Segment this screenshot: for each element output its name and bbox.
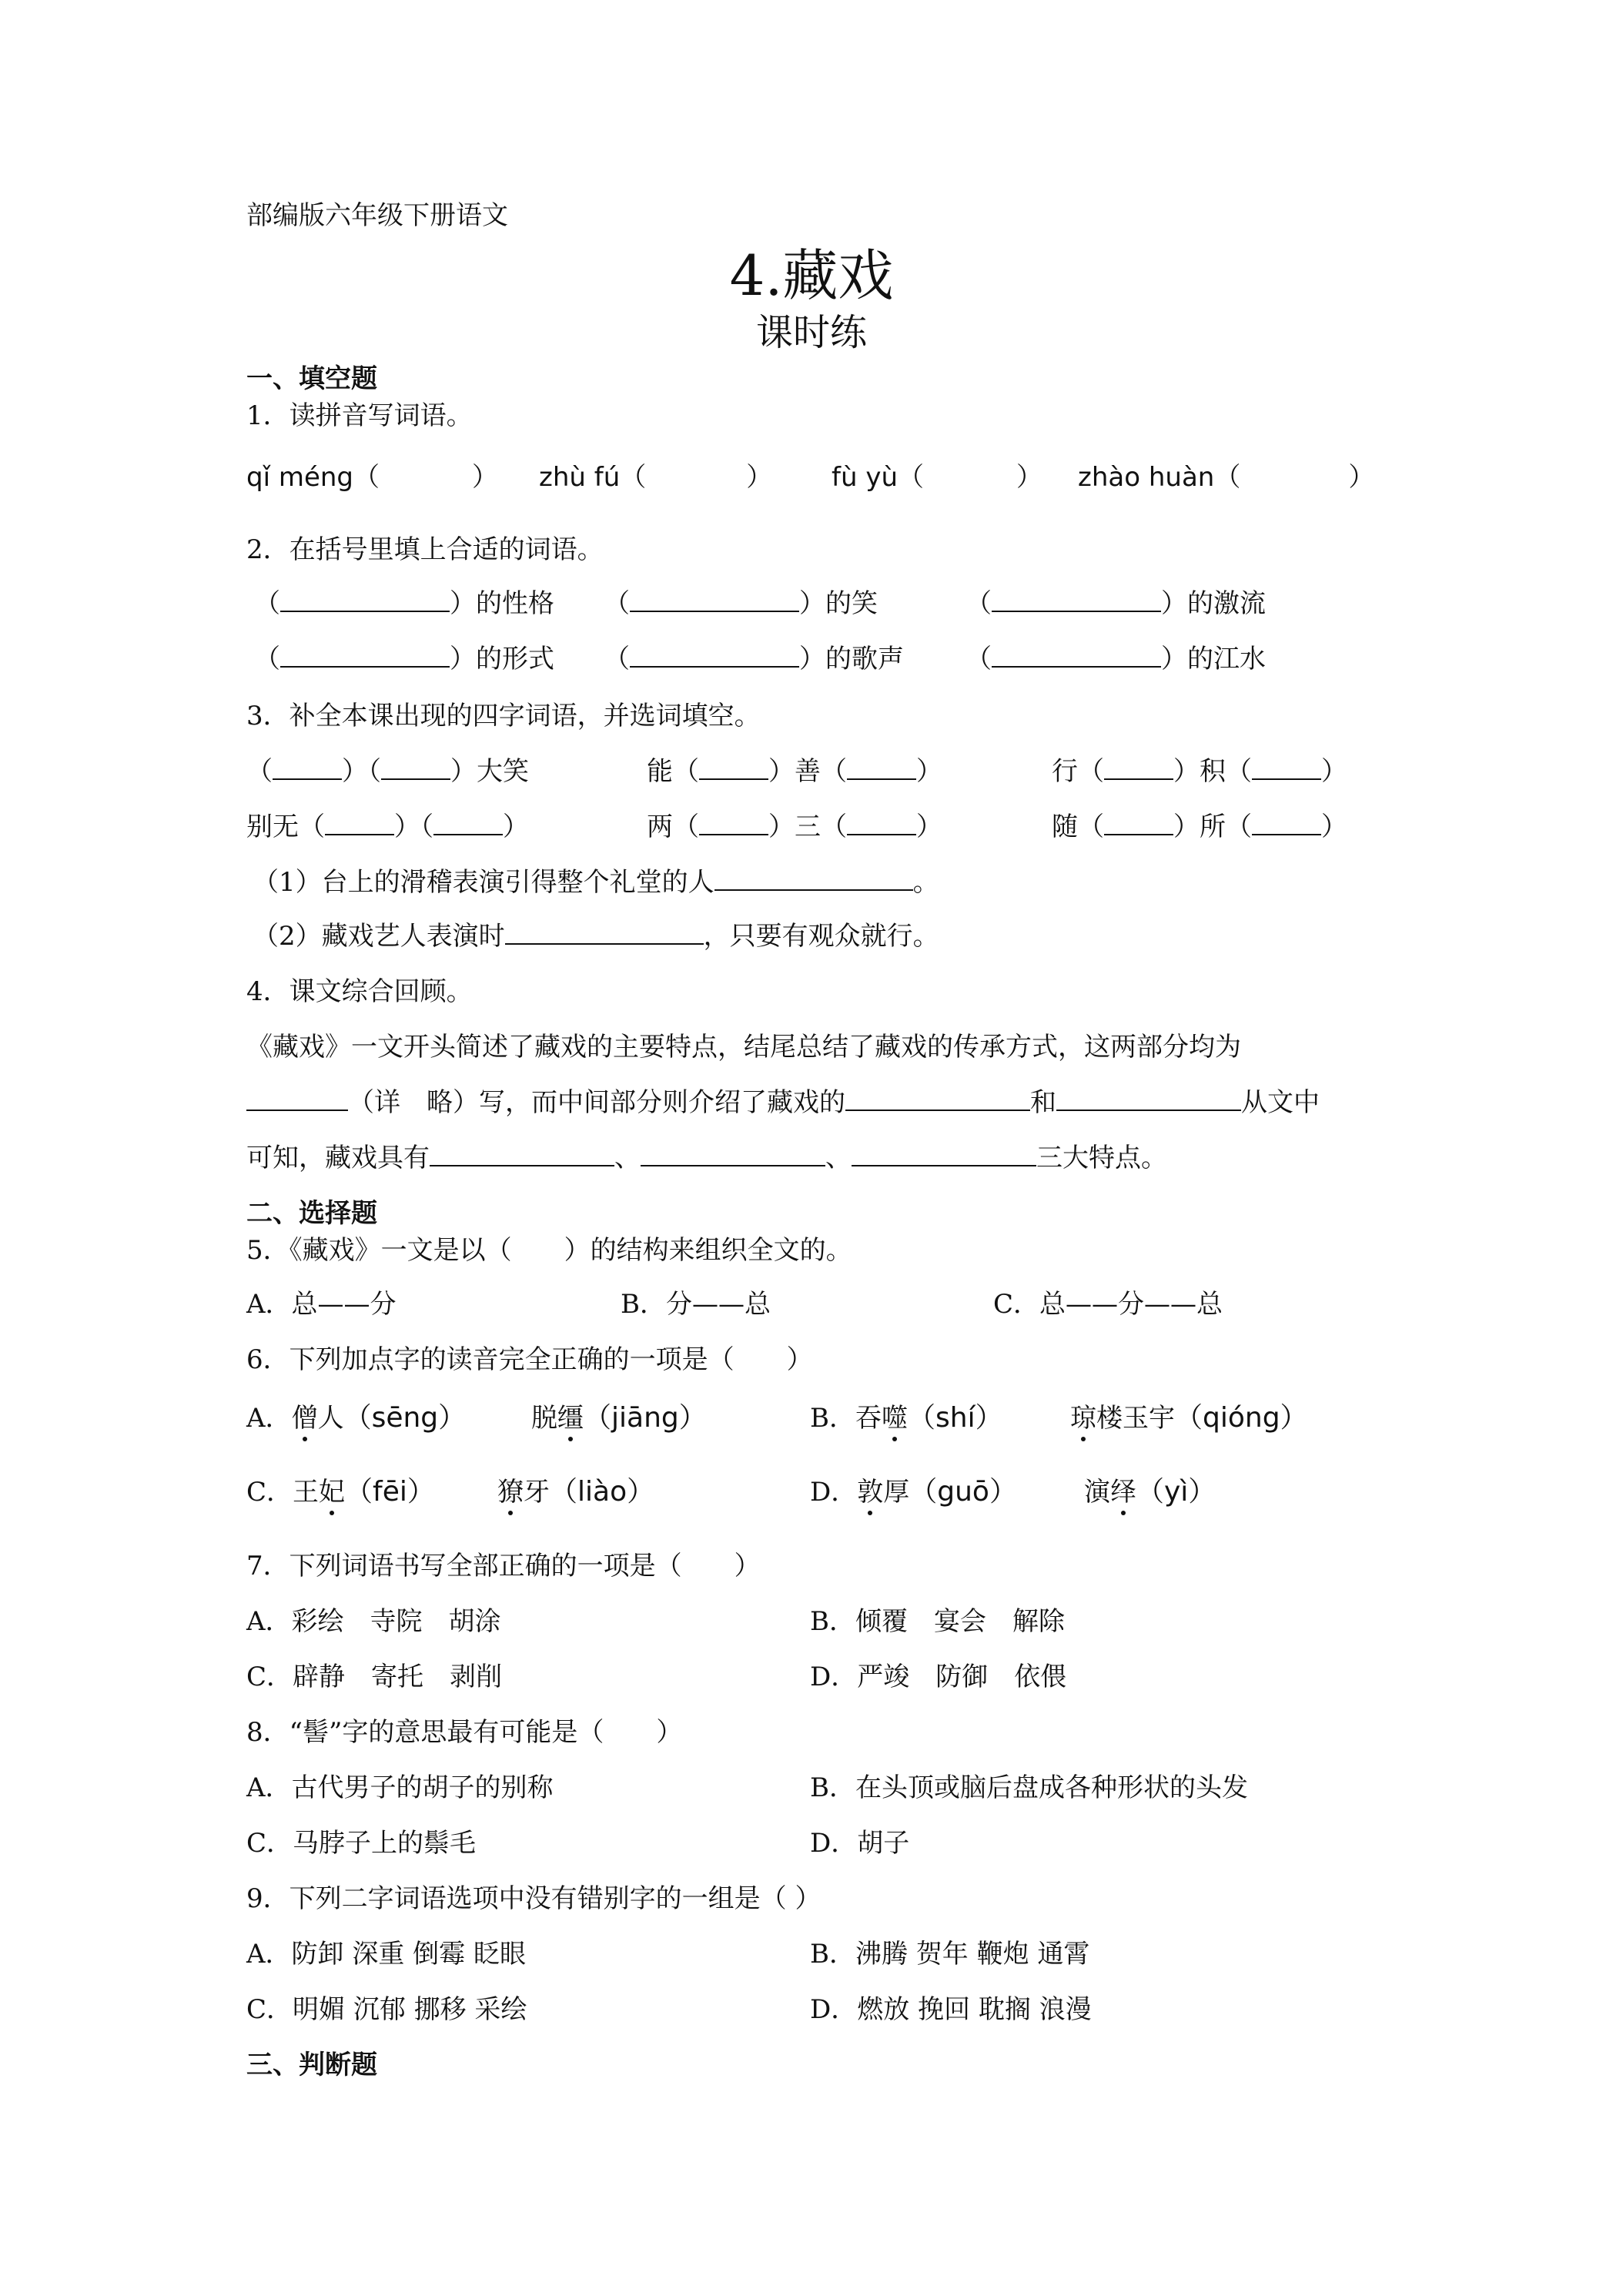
q8-option-d[interactable]: D．胡子 [810, 1828, 910, 1859]
q4-blank-5[interactable] [641, 1142, 825, 1166]
q3-idiom-5: 两（ ）三（ ） [647, 812, 942, 842]
q9-option-a[interactable]: A．防卸 深重 倒霉 眨眼 [246, 1939, 526, 1970]
q2-item-6: （ ）的江水 [965, 644, 1266, 674]
q7-option-d[interactable]: D．严竣 防御 依偎 [810, 1662, 1067, 1692]
q3-blank[interactable] [381, 755, 450, 780]
q4-blank-2[interactable] [845, 1086, 1030, 1111]
q5-stem: 5．《藏戏》一文是以（ ）的结构来组织全文的。 [246, 1235, 852, 1266]
page-subtitle: 课时练 [755, 311, 867, 354]
q9-option-c[interactable]: C．明媚 沉郁 挪移 采绘 [246, 1994, 527, 2025]
q6-option-d[interactable]: D．敦厚（guō） [810, 1476, 1017, 1508]
q1-item-4: zhào huàn（ ） [1078, 462, 1375, 493]
q6-option-b-2: 琼楼玉宇（qióng） [1070, 1402, 1308, 1434]
q3-blank[interactable] [325, 811, 394, 835]
q1-stem: 1．读拼音写词语。 [246, 400, 473, 431]
q8-option-c[interactable]: C．马脖子上的鬃毛 [246, 1828, 477, 1859]
q3-blank[interactable] [847, 811, 916, 835]
page-title: 4.藏戏 [729, 243, 894, 308]
q6-stem: 6．下列加点字的读音完全正确的一项是（ ） [246, 1344, 813, 1375]
q6-option-c[interactable]: C．王妃（fēi） [246, 1476, 435, 1508]
q2-blank-6[interactable] [992, 643, 1161, 668]
q7-option-b[interactable]: B．倾覆 宴会 解除 [810, 1606, 1065, 1637]
q1-item-1: qǐ méng（ ） [246, 462, 499, 493]
q2-item-5: （ ）的歌声 [604, 644, 904, 674]
q6-option-a-2: 脱缰（jiāng） [531, 1402, 707, 1434]
q3-blank[interactable] [433, 811, 503, 835]
q3-idiom-3: 行（ ）积（ ） [1052, 756, 1347, 787]
q3-s1-blank[interactable] [714, 866, 913, 891]
q9-stem: 9．下列二字词语选项中没有错别字的一组是（ ） [246, 1883, 822, 1914]
q2-blank-4[interactable] [280, 643, 450, 668]
q9-option-b[interactable]: B．沸腾 贺年 鞭炮 通霄 [810, 1939, 1090, 1970]
q4-blank-4[interactable] [430, 1142, 614, 1166]
q5-option-c[interactable]: C．总——分——总 [993, 1289, 1223, 1320]
q6-option-a[interactable]: A．僧人（sēng） [246, 1402, 467, 1434]
section-heading-choice: 二、选择题 [246, 1198, 377, 1229]
q3-blank[interactable] [1104, 755, 1173, 780]
q3-blank[interactable] [1252, 755, 1321, 780]
q2-item-2: （ ）的笑 [604, 588, 878, 619]
q3-blank[interactable] [1252, 811, 1321, 835]
q3-blank[interactable] [699, 811, 768, 835]
q8-stem: 8．“髻”字的意思最有可能是（ ） [246, 1717, 683, 1748]
q2-item-4: （ ）的形式 [254, 644, 554, 674]
series-label: 部编版六年级下册语文 [246, 200, 508, 231]
q5-option-a[interactable]: A．总——分 [246, 1289, 397, 1320]
q6-option-b[interactable]: B．吞噬（shí） [810, 1402, 1003, 1434]
q2-blank-1[interactable] [280, 587, 450, 612]
q4-blank-3[interactable] [1056, 1086, 1241, 1111]
q3-blank[interactable] [273, 755, 342, 780]
q3-sentence-2: （2）藏戏艺人表演时 ，只要有观众就行。 [253, 921, 939, 952]
q3-idiom-2: 能（ ）善（ ） [647, 756, 942, 787]
q3-idiom-1: （ ）（ ）大笑 [246, 756, 529, 787]
q2-blank-5[interactable] [630, 643, 799, 668]
q3-idiom-4: 别无（ ）（ ） [246, 812, 529, 842]
q7-stem: 7．下列词语书写全部正确的一项是（ ） [246, 1551, 761, 1581]
q4-line-2: （详 略）写，而中间部分则介绍了藏戏的 和 从文中 [246, 1086, 1320, 1120]
q6-option-d-2: 演绎（yì） [1084, 1476, 1216, 1508]
q2-blank-3[interactable] [992, 587, 1161, 612]
q7-option-a[interactable]: A．彩绘 寺院 胡涂 [246, 1606, 501, 1637]
q2-item-1: （ ）的性格 [254, 588, 554, 619]
q5-option-b[interactable]: B．分——总 [621, 1289, 771, 1320]
q7-option-c[interactable]: C．辟静 寄托 剥削 [246, 1662, 503, 1692]
q2-item-3: （ ）的激流 [965, 588, 1266, 619]
q4-line-3: 可知，藏戏具有 、 、 三大特点。 [246, 1143, 1167, 1173]
q2-stem: 2．在括号里填上合适的词语。 [246, 534, 604, 565]
q3-stem: 3．补全本课出现的四字词语，并选词填空。 [246, 701, 761, 731]
q3-sentence-1: （1）台上的滑稽表演引得整个礼堂的人 。 [253, 867, 939, 898]
q9-option-d[interactable]: D．燃放 挽回 耽搁 浪漫 [810, 1994, 1092, 2025]
q6-option-c-2: 獠牙（liào） [497, 1476, 655, 1508]
q4-line-1: 《藏戏》一文开头简述了藏戏的主要特点，结尾总结了藏戏的传承方式，这两部分均为 [246, 1032, 1241, 1063]
section-heading-fill: 一、填空题 [246, 363, 377, 394]
q3-idiom-6: 随（ ）所（ ） [1052, 812, 1347, 842]
q3-blank[interactable] [699, 755, 768, 780]
q1-item-3: fù yù（ ） [832, 462, 1042, 493]
q4-stem: 4．课文综合回顾。 [246, 976, 473, 1007]
q2-blank-2[interactable] [630, 587, 799, 612]
q8-option-b[interactable]: B．在头顶或脑后盘成各种形状的头发 [810, 1772, 1248, 1803]
q4-blank-6[interactable] [852, 1142, 1036, 1166]
q3-blank[interactable] [847, 755, 916, 780]
section-heading-judge: 三、判断题 [246, 2050, 377, 2080]
q4-blank-1[interactable] [246, 1086, 348, 1111]
q1-item-2: zhù fú（ ） [539, 462, 773, 493]
q8-option-a[interactable]: A．古代男子的胡子的别称 [246, 1772, 554, 1803]
q3-s2-blank[interactable] [505, 920, 704, 945]
q3-blank[interactable] [1104, 811, 1173, 835]
